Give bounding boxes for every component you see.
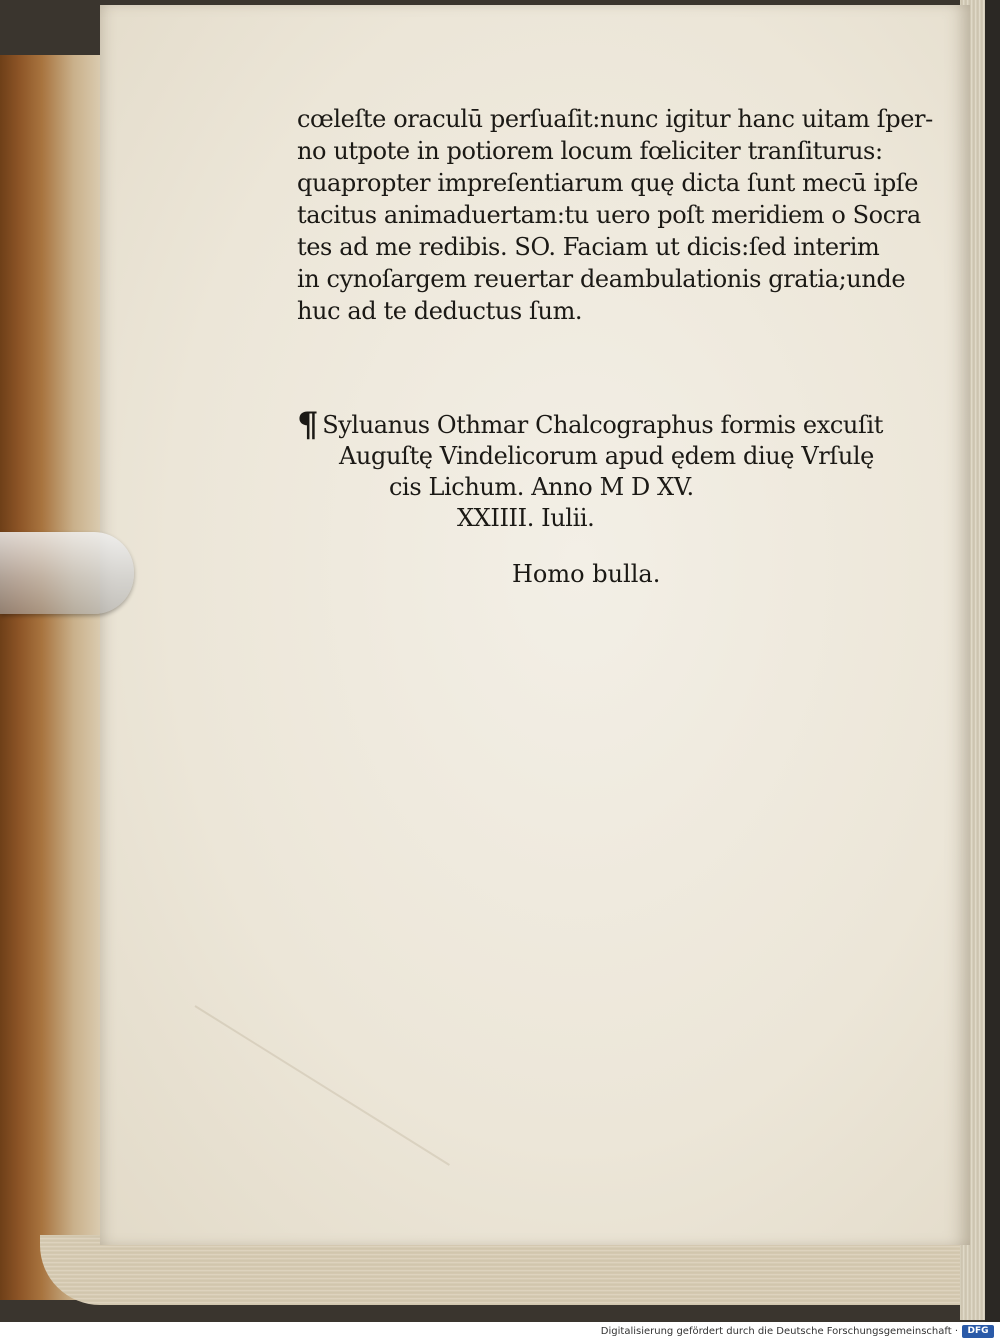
colophon-line <box>297 405 917 445</box>
colophon-line: cis Lichum. Anno M D XV. <box>389 473 694 501</box>
colophon <box>297 405 917 534</box>
funding-notice: Digitalisierung gefördert durch die Deutsche Forschungsgemeinschaft · <box>600 1326 958 1337</box>
text-line: no utpote in potiorem locum fœliciter tranſiturus: <box>297 137 883 165</box>
text-line: cœleſte oraculū perſuaſit:nunc igitur hanc uitam ſper- <box>297 105 933 133</box>
page-crease <box>194 1005 449 1166</box>
dfg-logo: DFG <box>962 1325 994 1338</box>
text-line: in cynoſargem reuertar deambulationis gratia;unde <box>297 265 906 293</box>
page-clip <box>0 532 134 614</box>
colophon-text: Syluanus Othmar Chalcographus formis excuſit <box>322 411 883 439</box>
main-text-block <box>297 103 933 327</box>
text-line: quapropter impreſentiarum quę dicta ſunt mecū ipſe <box>297 169 919 197</box>
text-line: tes ad me redibis. SO. Faciam ut dicis:ſed interim <box>297 233 880 261</box>
footer-bar <box>0 1322 1000 1342</box>
book-spine-edge <box>0 55 105 1300</box>
colophon-line: XXIIII. Iulii. <box>457 504 595 532</box>
pilcrow-icon: ¶ <box>297 405 319 445</box>
page-stack-edge <box>40 1235 980 1305</box>
motto: Homo bulla. <box>512 560 661 588</box>
text-line: tacitus animaduertam:tu uero poſt meridiem o Socra <box>297 201 921 229</box>
text-line: huc ad te deductus ſum. <box>297 297 583 325</box>
right-cover-edge <box>985 0 1000 1322</box>
colophon-line: Auguſtę Vindelicorum apud ędem diuę Vrſulę <box>339 442 874 470</box>
